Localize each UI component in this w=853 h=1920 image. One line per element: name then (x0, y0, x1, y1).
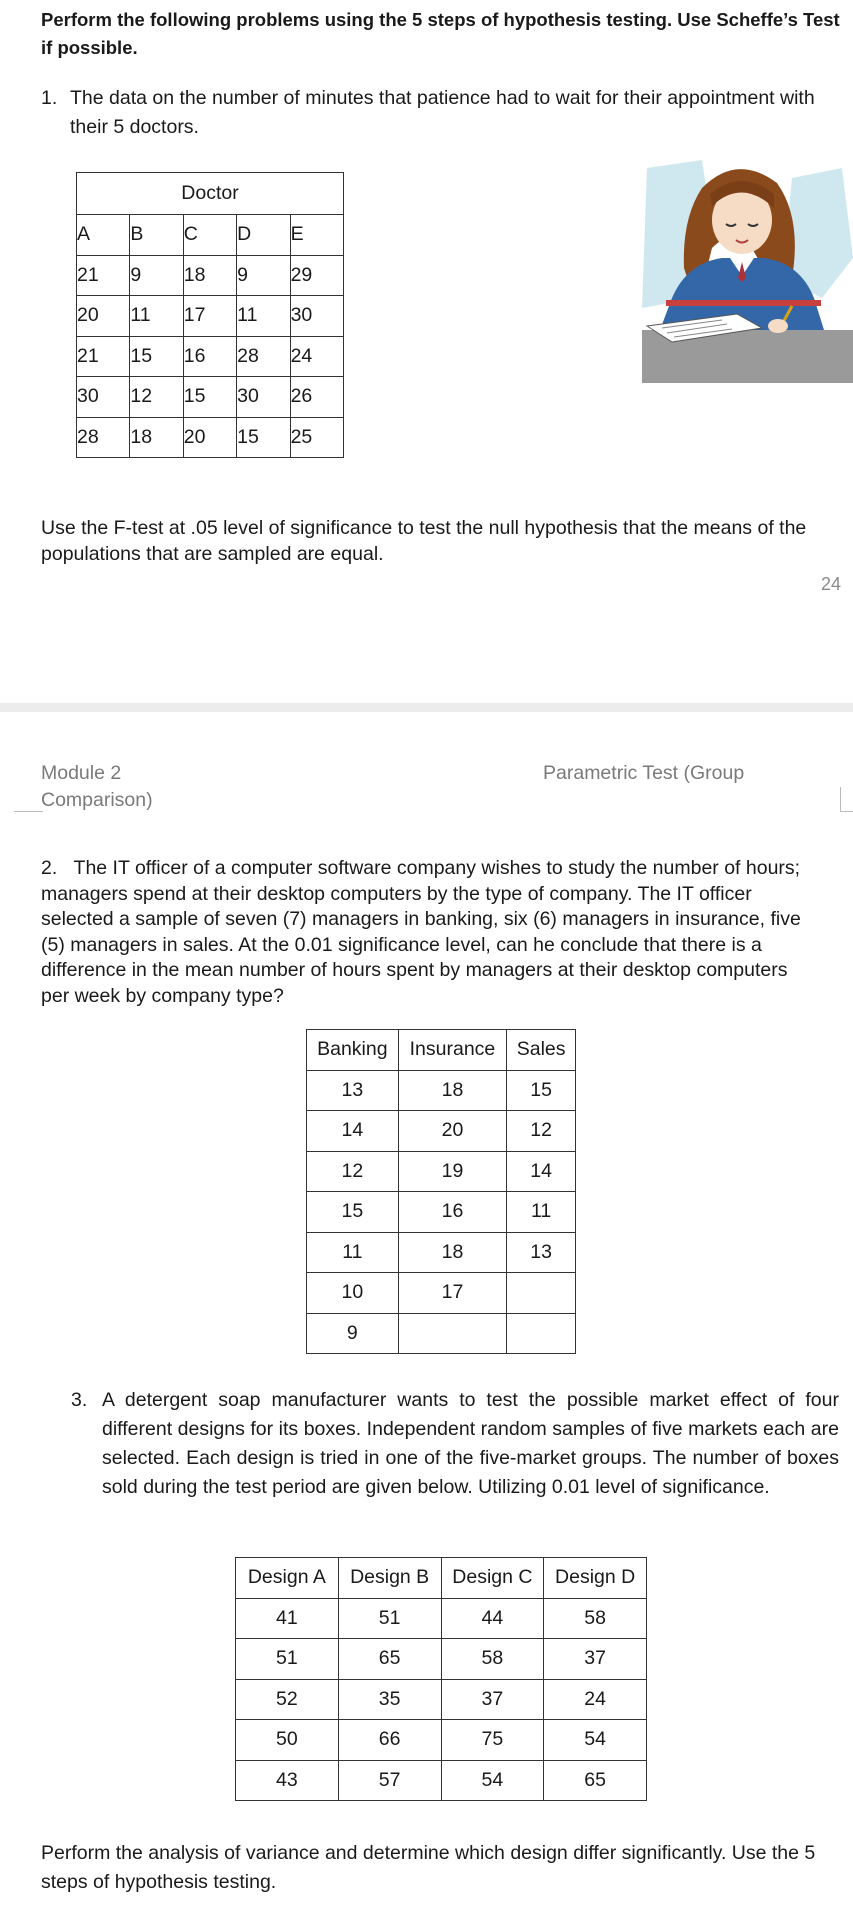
table-row (77, 417, 344, 458)
table-cell (398, 1313, 507, 1354)
header-topic: Parametric Test (Group (543, 762, 745, 784)
table-cell: 13 (507, 1232, 576, 1273)
table-cell: 18 (130, 417, 183, 458)
table-cell: 54 (441, 1760, 544, 1801)
table-cell: 75 (441, 1720, 544, 1761)
table-cell: 11 (507, 1192, 576, 1233)
doctor-header: C (183, 215, 236, 256)
problem-1-text: The data on the number of minutes that patience had to wait for their appointment with their 5 doctors. (70, 87, 815, 138)
problem-1-instruction: Use the F-test at .05 level of significance to test the null hypothesis that the means of the populations that are sampled are equal. (41, 517, 807, 565)
company-header-row (307, 1030, 576, 1071)
hand (768, 319, 788, 333)
doctor-table (76, 172, 344, 458)
table-cell: 13 (307, 1070, 399, 1111)
table-cell: 17 (183, 296, 236, 337)
problem-2-text: The IT officer of a computer software company wishes to study the number of hours; managers spend at their desktop computers by the type of company. The IT officer selected a sample of seven (7) managers in banking, six (6) managers in insurance, five (5) managers in sales. At the 0.01 significance level, can he conclude that there is a difference in the mean number of hours spent by managers at their desktop computers per week by company type? (41, 857, 801, 1007)
table-cell: 12 (507, 1111, 576, 1152)
table-cell: 18 (398, 1232, 507, 1273)
table-row (307, 1232, 576, 1273)
table-cell: 57 (338, 1760, 441, 1801)
design-header: Design D (544, 1558, 647, 1599)
company-header: Insurance (398, 1030, 507, 1071)
table-cell: 20 (183, 417, 236, 458)
header-module: Module 2 (41, 762, 122, 784)
table-cell: 44 (441, 1598, 544, 1639)
table-row (236, 1639, 647, 1680)
table-cell: 35 (338, 1679, 441, 1720)
table-cell: 30 (77, 377, 130, 418)
table-cell: 15 (183, 377, 236, 418)
table-cell: 65 (338, 1639, 441, 1680)
table-cell: 37 (441, 1679, 544, 1720)
table-cell: 9 (307, 1313, 399, 1354)
doctor-header: E (290, 215, 343, 256)
company-hours-table (306, 1029, 576, 1354)
table-row (236, 1760, 647, 1801)
table-cell: 65 (544, 1760, 647, 1801)
table-row (307, 1070, 576, 1111)
table-row (77, 296, 344, 337)
company-header: Banking (307, 1030, 399, 1071)
box-design-table (235, 1557, 647, 1801)
table-cell: 25 (290, 417, 343, 458)
table-cell: 54 (544, 1720, 647, 1761)
table-row (236, 1598, 647, 1639)
table-cell: 24 (544, 1679, 647, 1720)
table-cell: 29 (290, 255, 343, 296)
table-row (307, 1273, 576, 1314)
table-cell: 12 (130, 377, 183, 418)
problem-2-statement (41, 856, 817, 1009)
table-row (77, 255, 344, 296)
table-cell: 15 (507, 1070, 576, 1111)
table-cell: 11 (237, 296, 290, 337)
table-cell: 18 (183, 255, 236, 296)
table-cell: 19 (398, 1151, 507, 1192)
table-cell: 28 (237, 336, 290, 377)
table-cell: 10 (307, 1273, 399, 1314)
table-cell: 16 (183, 336, 236, 377)
design-header: Design C (441, 1558, 544, 1599)
table-cell: 17 (398, 1273, 507, 1314)
problem-1-number: 1. (41, 87, 58, 109)
student-writing-illustration (642, 158, 853, 383)
table-cell: 15 (237, 417, 290, 458)
doctor-header-row (77, 215, 344, 256)
table-cell: 58 (441, 1639, 544, 1680)
problem-3-number: 3. (71, 1389, 88, 1411)
doctor-header: B (130, 215, 183, 256)
table-cell: 30 (290, 296, 343, 337)
page-number: 24 (820, 574, 841, 594)
sweater-stripe (666, 300, 821, 306)
table-cell: 28 (77, 417, 130, 458)
table-row (307, 1151, 576, 1192)
table-cell: 30 (237, 377, 290, 418)
doctor-header: A (77, 215, 130, 256)
company-header: Sales (507, 1030, 576, 1071)
table-cell: 51 (236, 1639, 339, 1680)
table-cell: 26 (290, 377, 343, 418)
table-cell: 21 (77, 255, 130, 296)
page-break (0, 703, 853, 712)
table-cell: 12 (307, 1151, 399, 1192)
table-row (307, 1192, 576, 1233)
problem-2-number: 2. (41, 857, 58, 879)
table-cell: 16 (398, 1192, 507, 1233)
problem-3-instruction: Perform the analysis of variance and determine which design differ significantly. Use the 5 steps of hypothesis testing. (41, 1842, 816, 1893)
doctor-title: Doctor (77, 173, 344, 215)
table-cell: 20 (77, 296, 130, 337)
table-cell: 11 (307, 1232, 399, 1273)
table-cell: 51 (338, 1598, 441, 1639)
table-cell: 11 (130, 296, 183, 337)
problem-3-text: A detergent soap manufacturer wants to test the possible market effect of four different designs for its boxes. Independent random samples of five markets each are selected. Each design is tried in one of the five-market groups. The number of boxes sold during the test period are given below. Utilizing 0.01 level of significance. (102, 1389, 839, 1498)
table-cell: 43 (236, 1760, 339, 1801)
table-cell: 66 (338, 1720, 441, 1761)
table-cell (507, 1273, 576, 1314)
table-cell (507, 1313, 576, 1354)
table-cell: 58 (544, 1598, 647, 1639)
table-cell: 21 (77, 336, 130, 377)
table-cell: 52 (236, 1679, 339, 1720)
design-header-row (236, 1558, 647, 1599)
table-row (236, 1720, 647, 1761)
table-cell: 20 (398, 1111, 507, 1152)
problem-3-statement (71, 1386, 839, 1502)
table-row (307, 1313, 576, 1354)
design-header: Design A (236, 1558, 339, 1599)
table-row (77, 336, 344, 377)
doctor-title-row (77, 173, 344, 215)
intro-instructions: Perform the following problems using the 5 steps of hypothesis testing. Use Scheffe’s Test if possible. (41, 9, 840, 58)
problem-1-statement (41, 84, 845, 142)
header-corner-mark (14, 811, 43, 812)
table-cell: 41 (236, 1598, 339, 1639)
table-row (77, 377, 344, 418)
table-cell: 9 (130, 255, 183, 296)
table-cell: 24 (290, 336, 343, 377)
table-cell: 15 (307, 1192, 399, 1233)
doctor-header: D (237, 215, 290, 256)
table-cell: 15 (130, 336, 183, 377)
header-topic-continued: Comparison) (41, 789, 153, 811)
table-cell: 37 (544, 1639, 647, 1680)
design-header: Design B (338, 1558, 441, 1599)
table-cell: 9 (237, 255, 290, 296)
table-cell: 18 (398, 1070, 507, 1111)
header-corner-mark (840, 787, 841, 811)
table-row (236, 1679, 647, 1720)
table-cell: 14 (507, 1151, 576, 1192)
table-cell: 14 (307, 1111, 399, 1152)
table-cell: 50 (236, 1720, 339, 1761)
header-corner-mark (840, 811, 853, 812)
table-row (307, 1111, 576, 1152)
